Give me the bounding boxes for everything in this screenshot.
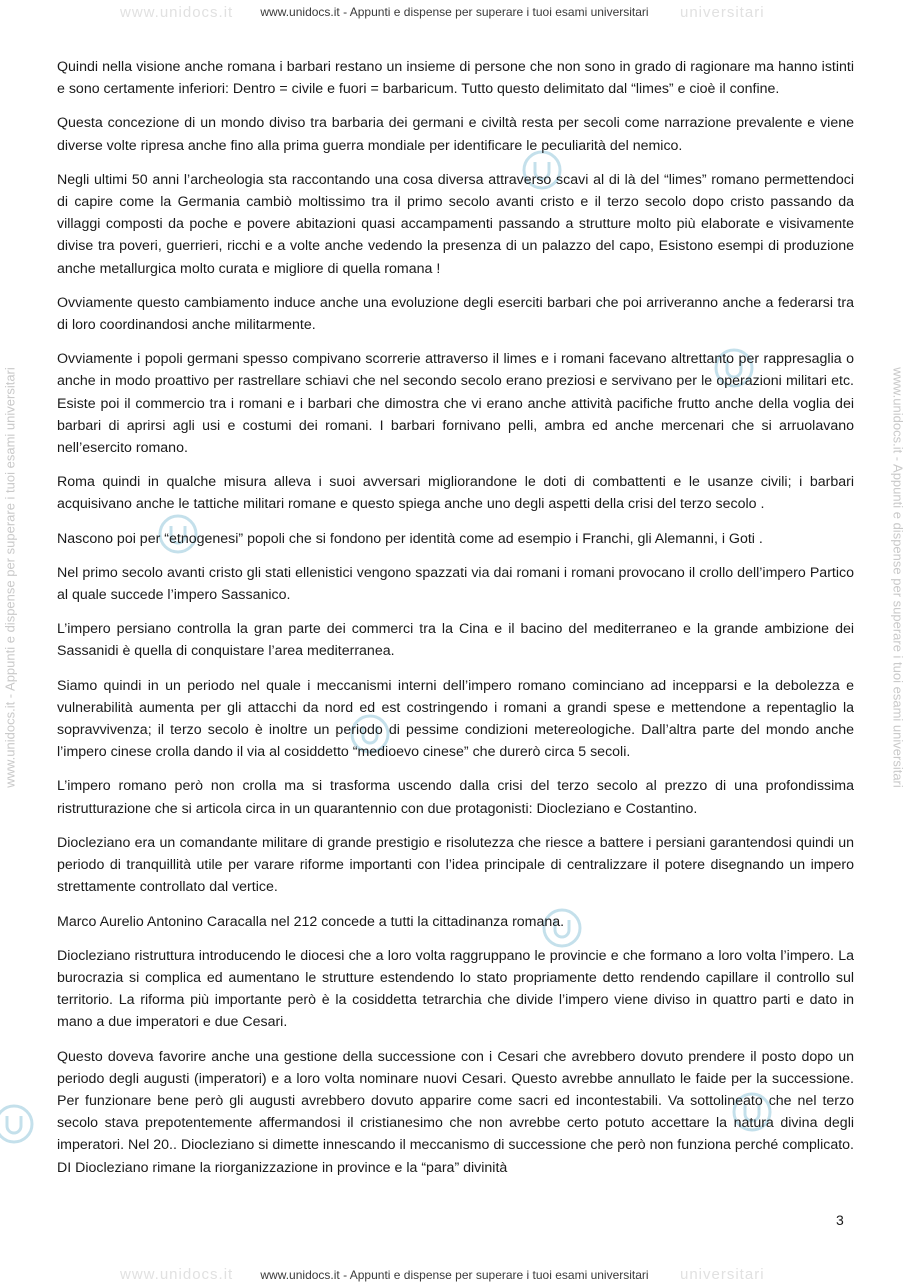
paragraph: Ovviamente i popoli germani spesso compivano scorrerie attraverso il limes e i romani facevano altrettanto per rappresaglia o anche in modo proattivo per rastrellare schiavi che nel secondo secolo erano preziosi e servivano per le operazioni militari etc. Esiste poi il commercio tra i romani e i barbari che dimostra che vi erano anche attività pacifiche frutto anche della voglia dei barbari di aprirsi agli usi e costumi dei romani. I barbari fornivano pelli, ambra ed anche mercenari che si arruolavano nell’esercito romano.	[57, 351, 854, 457]
right-side-watermark: www.unidocs.it - Appunti e dispense per superare i tuoi esami universitari	[890, 367, 906, 788]
footer-watermark: www.unidocs.it - Appunti e dispense per superare i tuoi esami universitari	[260, 1268, 649, 1282]
paragraph: Roma quindi in qualche misura alleva i suoi avversari migliorandone le doti di combattenti e le usanze civili; i barbari acquisivano anche le tattiche militari romane e questo spiega anche uno degli aspetti della crisi del terzo secolo .	[57, 474, 854, 513]
paragraph: L’impero romano però non crolla ma si trasforma uscendo dalla crisi del terzo secolo al prezzo di una profondissima ristrutturazione che si articola circa in un quarantennio con due protagonisti: Diocleziano e Costantino.	[57, 778, 854, 817]
left-side-watermark: www.unidocs.it - Appunti e dispense per superare i tuoi esami universitari	[2, 367, 18, 788]
ghost-watermark-bottom-left: www.unidocs.it	[120, 1266, 234, 1283]
paragraph: L’impero persiano controlla la gran parte dei commerci tra la Cina e il bacino del mediterraneo e la grande ambizione dei Sassanidi è quella di conquistare l’area mediterranea.	[57, 621, 854, 660]
unidocs-logo-icon	[0, 1102, 36, 1146]
paragraph: Marco Aurelio Antonino Caracalla nel 212 concede a tutti la cittadinanza romana.	[57, 913, 565, 930]
paragraph: Quindi nella visione anche romana i barbari restano un insieme di persone che non sono in grado di ragionare ma hanno istinti e sono certamente inferiori: Dentro = civile e fuori = barbaricum. Tutto questo delimitato dal “limes” e cioè il confine.	[57, 59, 854, 98]
paragraph: Questa concezione di un mondo diviso tra barbaria dei germani e civiltà resta per secoli come narrazione prevalente e viene diverse volte ripresa anche fino alla prima guerra mondiale per identificare le peculiarità del nemico.	[57, 115, 854, 154]
paragraph: Siamo quindi in un periodo nel quale i meccanismi interni dell’impero romano cominciano ad incepparsi e la debolezza e vulnerabilità aumenta per gli attacchi da nord ed est costringendo i romani a grandi spese e mettendone a repentaglio la sopravvivenza; il terzo secolo è inoltre un periodo di pessime condizioni metereologiche. Dall’altra parte del mondo anche l’impero cinese crolla dando il via al cosiddetto “medioevo cinese” che durerò circa 5 secoli.	[57, 677, 854, 761]
paragraph: Nascono poi per “etnogenesi” popoli che si fondono per identità come ad esempio i Franchi, gli Alemanni, i Goti .	[57, 530, 763, 547]
paragraph: Questo doveva favorire anche una gestione della successione con i Cesari che avrebbero dovuto prendere il posto dopo un periodo degli augusti (imperatori) e a loro volta nominare nuovi Cesari. Questo avrebbe annullato le faide per la successione. Per funzionare bene però gli augusti avrebbero dovuto apparire come sacri ed incontestabili. Va sottolineato che nel terzo secolo stava prepotentemente affermandosi il cristianesimo che non avrebbe certo potuto accettare la natura divina degli imperatori. Nel 20.. Diocleziano si dimette innescando il meccanismo di successione che però non funziona perché complicato. DI Diocleziano rimane la riorganizzazione in province e la “para” divinità	[57, 1048, 854, 1176]
paragraph: Negli ultimi 50 anni l’archeologia sta raccontando una cosa diversa attraverso scavi al di là del “limes” romano permettendoci di capire come la Germania cambiò moltissimo tra il primo secolo avanti cristo e il terzo secolo dopo cristo passando da villaggi composti da poche e povere abitazioni quasi accampamenti passando a strutture molto più elaborate e visivamente divise tra poveri, guerrieri, ricchi e a volte anche vedendo la presenza di un palazzo del capo, Esistono esempi di produzione anche metallurgica molto curata e migliore di quella romana !	[57, 171, 854, 277]
paragraph: Diocleziano ristruttura introducendo le diocesi che a loro volta raggruppano le provincie e che formano a loro volta l’impero. La burocrazia si complica ed aumentano le strutture estendendo lo stato propriamente detto rendendo capillare il controllo sul territorio. La riforma più importante però è la cosiddetta tetrarchia che divide l’impero viene diviso in quattro parti e dato in mano a due imperatori e due Cesari.	[57, 947, 854, 1031]
ghost-watermark-bottom-right: universitari	[680, 1266, 765, 1283]
paragraph: Nel primo secolo avanti cristo gli stati ellenistici vengono spazzati via dai romani i romani provocano il crollo dell’impero Partico al quale succede l’impero Sassanico.	[57, 564, 854, 604]
document-body	[57, 56, 854, 1191]
ghost-watermark-top-left: www.unidocs.it	[120, 4, 234, 21]
ghost-watermark-top-right: universitari	[680, 4, 765, 21]
paragraph: Ovviamente questo cambiamento induce anche una evoluzione degli eserciti barbari che poi arriveranno anche a federarsi tra di loro coordinandosi anche militarmente.	[57, 294, 854, 334]
header-watermark: www.unidocs.it - Appunti e dispense per superare i tuoi esami universitari	[260, 5, 649, 19]
page-number: 3	[836, 1212, 844, 1228]
paragraph: Diocleziano era un comandante militare di grande prestigio e risolutezza che riesce a battere i persiani garantendosi quindi un periodo di tranquillità utile per varare riforme importanti con l’idea principale di centralizzare il potere disegnando un impero strettamente controllato dal vertice.	[57, 834, 854, 896]
